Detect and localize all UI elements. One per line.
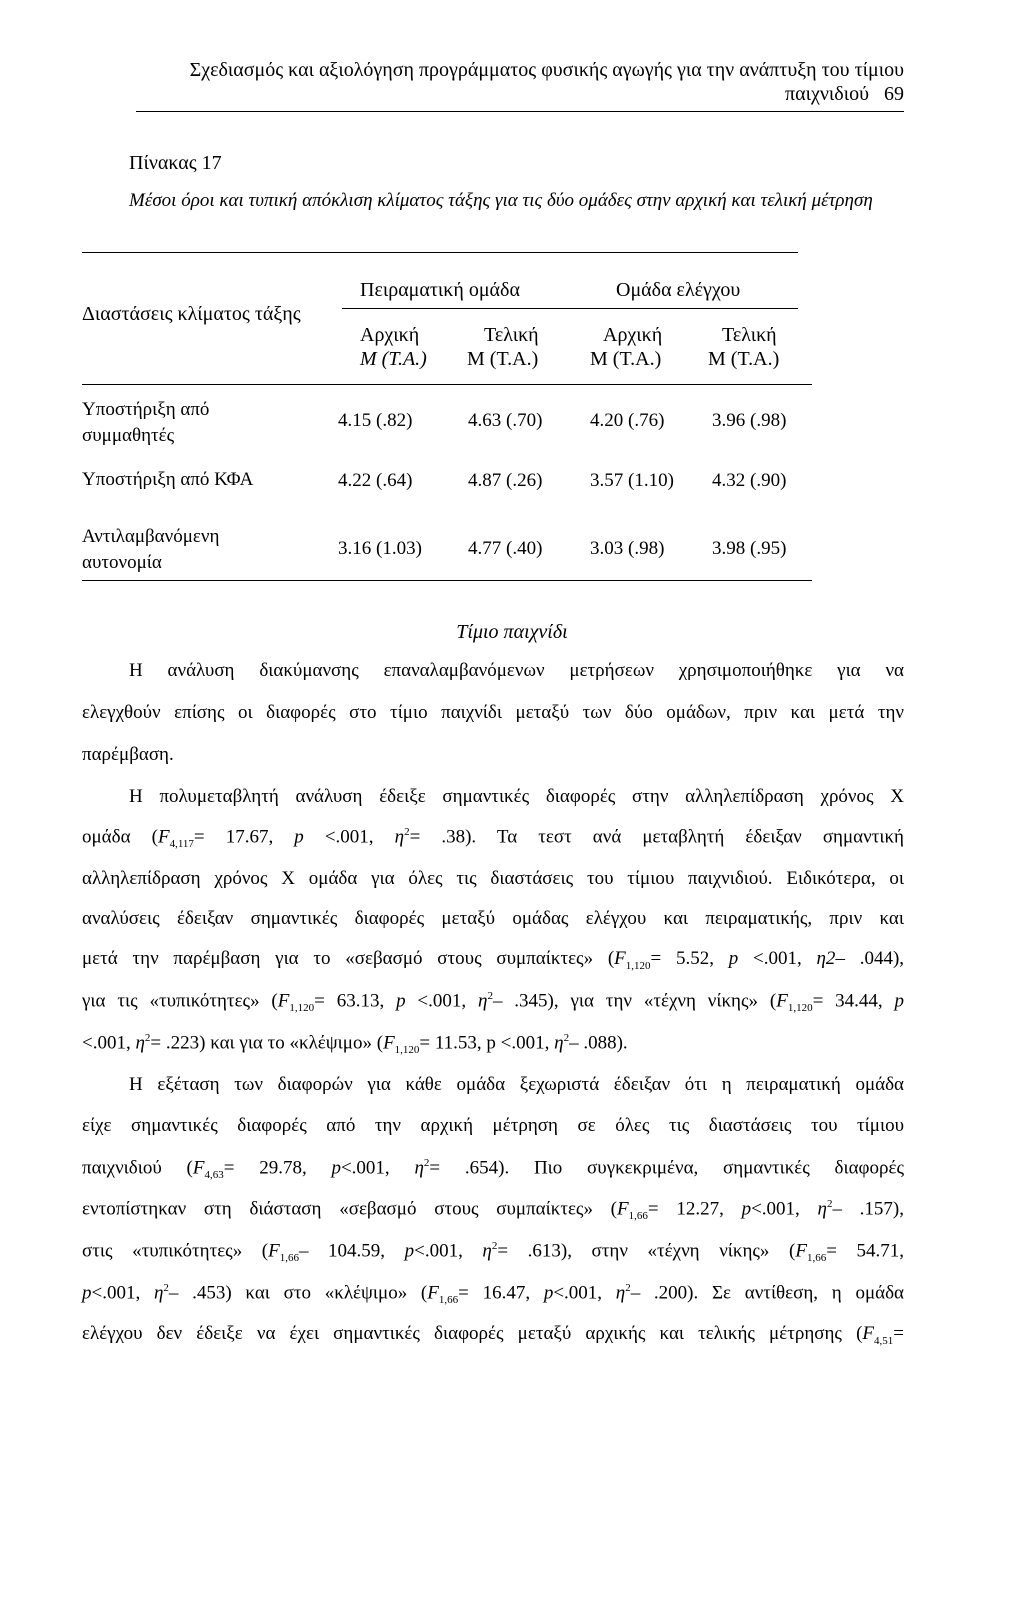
- table-cell: 4.22 (.64): [338, 470, 413, 491]
- running-header-page: [136, 80, 904, 108]
- col-time-2: Τελική: [484, 324, 539, 346]
- table-cell: 4.63 (.70): [468, 410, 543, 431]
- row-header: Διαστάσεις κλίματος τάξης: [82, 303, 301, 325]
- running-header-title: Σχεδιασμός και αξιολόγηση προγράμματος φυσικής αγωγής για την ανάπτυξη του τίμιου: [189, 59, 904, 81]
- paragraph-line: μετά την παρέμβαση για το «σεβασμό στους συμπαίκτες» ($F_{1,120}= 5.52$, p <.001, η2– .044),: [82, 948, 905, 972]
- table-cell: 3.96 (.98): [712, 410, 787, 431]
- paragraph-line: εντοπίστηκαν στη διάσταση «σεβασμό στους συμπαίκτες» ($F_{1,66}= 12.27$, p<.001, $\eta^2-$ .157),: [82, 1198, 905, 1223]
- table-cell: 3.03 (.98): [590, 538, 665, 559]
- col-stat-3: Μ (Τ.Α.): [590, 348, 662, 370]
- paragraph-line: <.001, $\eta^2= .223$) και για το «κλέψιμο» ($F_{1,120}= 11.53$, p <.001, $\eta^2-$ .088).: [82, 1032, 628, 1057]
- col-time-4: Τελική: [722, 324, 777, 346]
- col-time-1: Αρχική: [360, 324, 420, 346]
- row-label-3a: Αντιλαμβανόμενη: [82, 526, 220, 547]
- table-cell: 4.87 (.26): [468, 470, 543, 491]
- group-header-control: Ομάδα ελέγχου: [616, 279, 741, 301]
- col-stat-2: Μ (Τ.Α.): [467, 348, 539, 370]
- group-header-experimental: Πειραματική ομάδα: [360, 279, 520, 301]
- table-caption: Μέσοι όροι και τυπική απόκλιση κλίματος τάξης για τις δύο ομάδες στην αρχική και τελική μέτρηση: [129, 190, 873, 211]
- group-header-rule: [342, 308, 798, 309]
- row-label-1a: Υποστήριξη από: [82, 399, 210, 420]
- running-header-subtitle: παιχνιδιού: [785, 83, 869, 105]
- col-stat-4: Μ (Τ.Α.): [708, 348, 780, 370]
- row-label-2: Υποστήριξη από ΚΦΑ: [82, 469, 254, 490]
- paragraph-line: ομάδα ($F_{4,117}= 17.67$, p <.001, $\eta^2= .38$). Τα τεστ ανά μεταβλητή έδειξαν σημαντική: [82, 826, 904, 851]
- row-label-3b: αυτονομία: [82, 552, 162, 573]
- paragraph-line: ελέγχου δεν έδειξε να έχει σημαντικές διαφορές μεταξύ αρχικής και τελικής μέτρησης ($F_{4,51}=$: [82, 1323, 904, 1347]
- table-bottom-rule: [82, 580, 812, 581]
- table-cell: 3.57 (1.10): [590, 470, 674, 491]
- paragraph-line: αλληλεπίδραση χρόνος Χ ομάδα για όλες τις διαστάσεις του τίμιου παιχνιδιού. Ειδικότερα, οι: [82, 868, 904, 889]
- paragraph-line: στις «τυπικότητες» ($F_{1,66}-$ 104.59, p<.001, $\eta^2= .613$), στην «τέχνη νίκης» ($F_{1,66}= 54.71$,: [82, 1240, 904, 1265]
- table-cell: 3.16 (1.03): [338, 538, 422, 559]
- paragraph-line: Η πολυμεταβλητή ανάλυση έδειξε σημαντικές διαφορές στην αλληλεπίδραση χρόνος Χ: [129, 786, 904, 807]
- table-cell: 4.77 (.40): [468, 538, 543, 559]
- paragraph-line: p<.001, $\eta^2-$ .453) και στο «κλέψιμο» ($F_{1,66}= 16.47$, p<.001, $\eta^2-$ .200). Σε αντίθεση, η ομάδα: [82, 1282, 905, 1307]
- table-cell: 4.20 (.76): [590, 410, 665, 431]
- paragraph-line: παιχνιδιού ($F_{4,63}= 29.78$, p<.001, $\eta^2= .654$). Πιο συγκεκριμένα, σημαντικές διαφορές: [82, 1157, 905, 1182]
- header-rule: [136, 111, 904, 112]
- paragraph-line: αναλύσεις έδειξαν σημαντικές διαφορές μεταξύ ομάδας ελέγχου και πειραματικής, πριν και: [82, 908, 904, 929]
- table-cell: 3.98 (.95): [712, 538, 787, 559]
- table-header-rule: [82, 384, 812, 385]
- col-time-3: Αρχική: [603, 324, 663, 346]
- paragraph-line: για τις «τυπικότητες» ($F_{1,120}= 63.13$, p <.001, $\eta^2-$ .345), για την «τέχνη νίκης» ($F_{1,120}= 34.44$, p: [82, 990, 904, 1015]
- table-cell: 4.15 (.82): [338, 410, 413, 431]
- table-label: Πίνακας 17: [129, 152, 222, 174]
- col-stat-1: Μ (Τ.Α.): [360, 348, 427, 370]
- page-number: 69: [884, 83, 904, 105]
- section-title: Τίμιο παιχνίδι: [456, 621, 568, 643]
- paragraph-line: Η ανάλυση διακύμανσης επαναλαμβανόμενων μετρήσεων χρησιμοποιήθηκε για να: [129, 660, 904, 681]
- paragraph-line: παρέμβαση.: [82, 744, 174, 765]
- row-label-1b: συμμαθητές: [82, 425, 175, 446]
- table-top-rule: [82, 252, 798, 253]
- paragraph-line: ελεγχθούν επίσης οι διαφορές στο τίμιο παιχνίδι μεταξύ των δύο ομάδων, πριν και μετά την: [82, 702, 904, 723]
- paragraph-line: είχε σημαντικές διαφορές από την αρχική μέτρηση σε όλες τις διαστάσεις του τίμιου: [82, 1115, 904, 1136]
- paragraph-line: Η εξέταση των διαφορών για κάθε ομάδα ξεχωριστά έδειξαν ότι η πειραματική ομάδα: [129, 1074, 904, 1095]
- table-cell: 4.32 (.90): [712, 470, 787, 491]
